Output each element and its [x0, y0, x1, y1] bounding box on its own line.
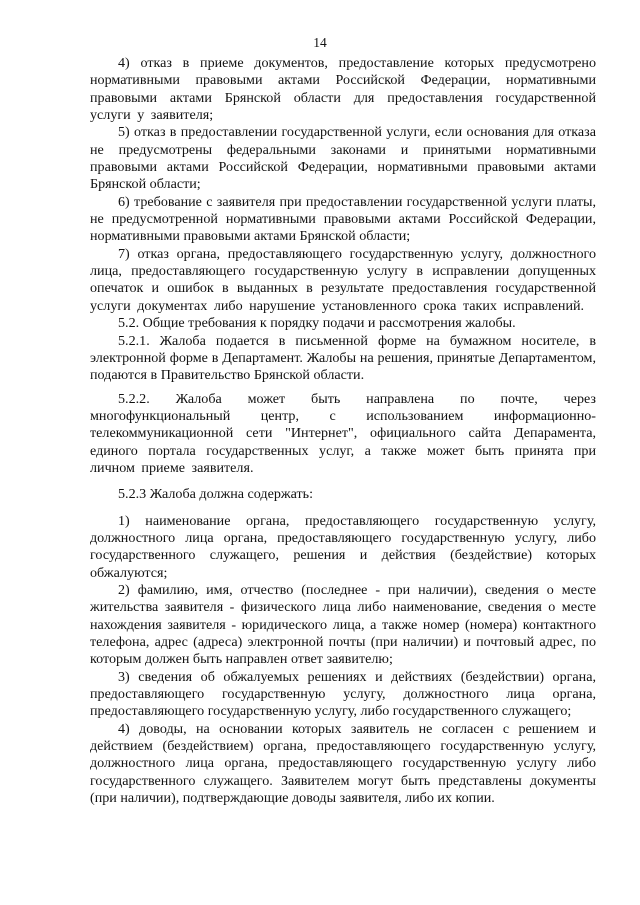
paragraph-5-2-3-contents-heading: 5.2.3 Жалоба должна содержать: — [118, 486, 314, 503]
paragraph-item-4-refusal-documents: 4) отказ в приеме документов, предоставление которых предусмотрено нормативными правовыми актами Российской Федерации, нормативными правовыми актами Брянской области для предоставления государственной услуги у заявителя; — [90, 55, 596, 124]
list-item-4-arguments: 4) доводы, на основании которых заявитель не согласен с решением и действием (бездействием) органа, предоставляющего государственную услугу, должностного лица органа, предоставляющего государственную услугу либо государственного служащего. Заявителем могут быть представлены документы (при наличии), подтверждающие доводы заявителя, либо их копии. — [90, 720, 596, 807]
list-item-3-appealed-decisions: 3) сведения об обжалуемых решениях и действиях (бездействии) органа, предоставляющего государственную услугу, должностного лица органа, предоставляющего государственную услугу, либо государственного служащего; — [90, 668, 596, 720]
paragraph-5-2-1-written-form: 5.2.1. Жалоба подается в письменной форме на бумажном носителе, в электронной форме в Департамент. Жалобы на решения, принятые Департаментом, подаются в Правительство Брянской области. — [90, 332, 596, 384]
page-number: 14 — [313, 35, 327, 50]
document-body — [90, 55, 596, 807]
paragraph-item-7-refusal-corrections: 7) отказ органа, предоставляющего государственную услугу, должностного лица, предоставляющего государственную услугу в исправлении допущенных опечаток и ошибок в выданных в результате предоставления государственной услуги документах либо нарушение установленного срока таких исправлений. — [90, 245, 596, 314]
paragraph-5-2-2-submission-channels: 5.2.2. Жалоба может быть направлена по почте, через многофункциональный центр, с использованием информационно-телекоммуникационной сети "Интернет", официального сайта Депарамента, единого портала государственных услуг, а также может быть принята при личном приеме заявителя. — [90, 390, 596, 476]
paragraph-5-2-general-requirements: 5.2. Общие требования к порядку подачи и рассмотрения жалобы. — [118, 315, 516, 332]
paragraph-item-5-refusal-service: 5) отказ в предоставлении государственной услуги, если основания для отказа не предусмотрены федеральными законами и принятыми нормативными правовыми актами Российской Федерации, нормативными правовыми актами Брянской области; — [90, 124, 596, 193]
list-item-1-authority-name: 1) наименование органа, предоставляющего государственную услугу, должностного лица органа, предоставляющего государственную услугу, либо государственного служащего, решения и действия (бездействие) которых обжалуются; — [90, 512, 596, 581]
list-item-2-applicant-details: 2) фамилию, имя, отчество (последнее - при наличии), сведения о месте жительства заявителя - физического лица либо наименование, сведения о месте нахождения заявителя - юридического лица, а также номер (номера) контактного телефона, адрес (адреса) электронной почты (при наличии) и почтовый адрес, по которым должен быть направлен ответ заявителю; — [90, 581, 596, 668]
paragraph-item-6-fee-requirement: 6) требование с заявителя при предоставлении государственной услуги платы, не предусмотренной нормативными правовыми актами Российской Федерации, нормативными правовыми актами Брянской области; — [90, 193, 596, 245]
